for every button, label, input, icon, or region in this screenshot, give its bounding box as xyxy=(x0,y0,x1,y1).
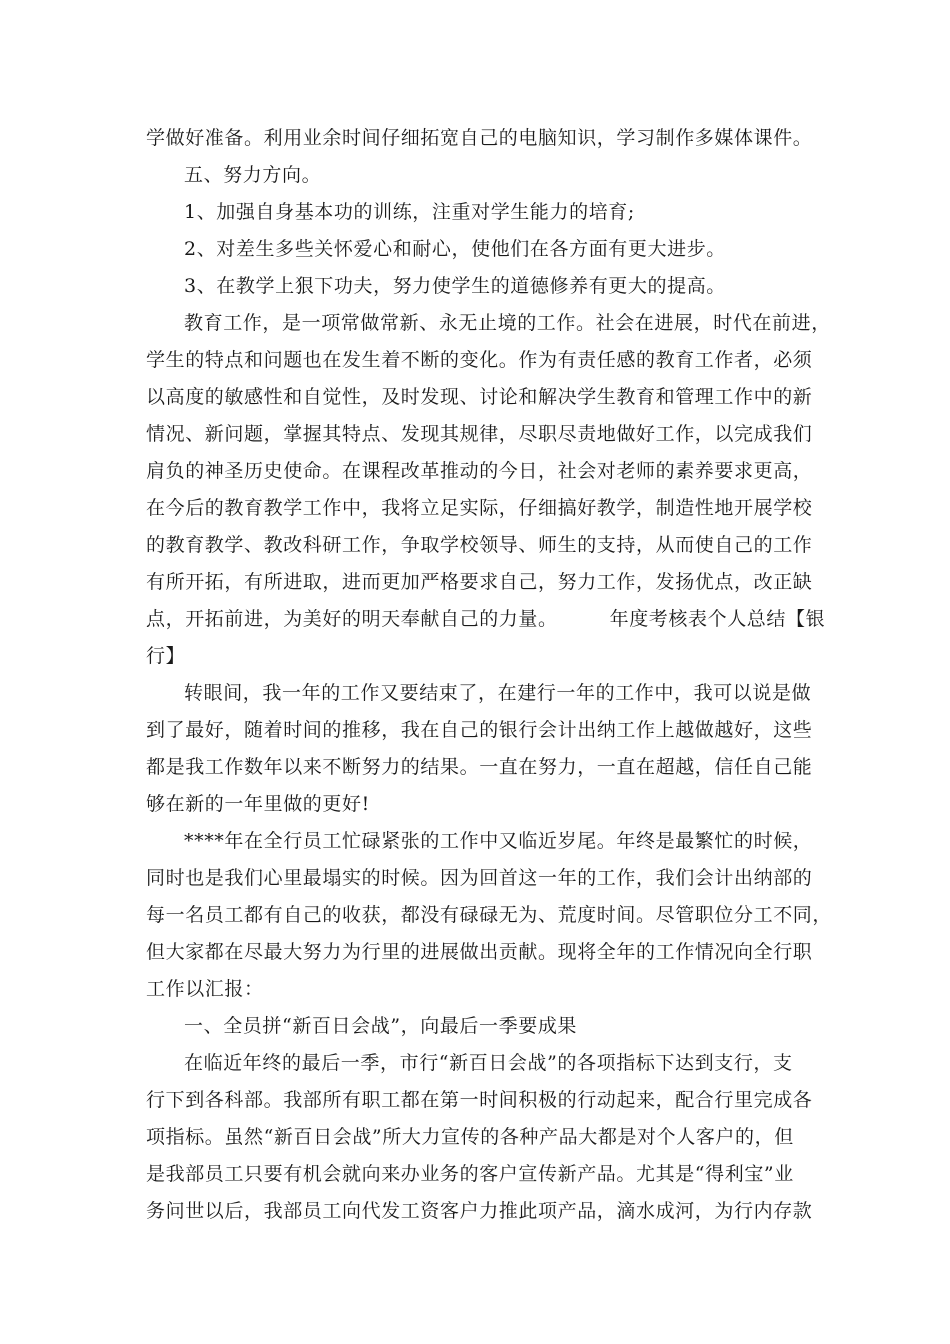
text-line: 情况、新问题，掌握其特点、发现其规律，尽职尽责地做好工作，以完成我们 xyxy=(146,423,813,445)
text-line: 有所开拓，有所进取，进而更加严格要求自己，努力工作，发扬优点，改正缺 xyxy=(146,571,813,593)
list-item: 2、对差生多些关怀爱心和耐心，使他们在各方面有更大进步。 xyxy=(184,238,726,260)
text-line: 学做好准备。利用业余时间仔细拓宽自己的电脑知识，学习制作多媒体课件。 xyxy=(146,127,813,149)
text-line: 在今后的教育教学工作中，我将立足实际，仔细搞好教学，制造性地开展学校 xyxy=(146,497,813,519)
text-line: 教育工作，是一项常做常新、永无止境的工作。社会在进展，时代在前进， xyxy=(184,312,831,334)
text-line: 工作以汇报： xyxy=(146,978,264,1000)
section-heading: 五、努力方向。 xyxy=(184,164,322,186)
text-line: 转眼间，我一年的工作又要结束了，在建行一年的工作中，我可以说是做 xyxy=(184,682,812,704)
text-line: 的教育教学、教改科研工作，争取学校领导、师生的支持，从而使自己的工作 xyxy=(146,534,813,556)
text-line: 到了最好，随着时间的推移，我在自己的银行会计出纳工作上越做越好，这些 xyxy=(146,719,813,741)
text-line: 但大家都在尽最大努力为行里的进展做出贡献。现将全年的工作情况向全行职 xyxy=(146,941,813,963)
text-line: 行下到各科部。我部所有职工都在第一时间积极的行动起来，配合行里完成各 xyxy=(146,1089,813,1111)
text-line: 都是我工作数年以来不断努力的结果。一直在努力，一直在超越，信任自己能 xyxy=(146,756,813,778)
section-heading: 一、全员拼“新百日会战”，向最后一季要成果 xyxy=(184,1015,578,1037)
text-line: 肩负的神圣历史使命。在课程改革推动的今日，社会对老师的素养要求更高， xyxy=(146,460,813,482)
list-item: 3、在教学上狠下功夫，努力使学生的道德修养有更大的提高。 xyxy=(184,275,726,297)
text-line: 每一名员工都有自己的收获，都没有碌碌无为、荒度时间。尽管职位分工不同， xyxy=(146,904,833,926)
text-line: ****年在全行员工忙碌紧张的工作中又临近岁尾。年终是最繁忙的时候， xyxy=(184,830,813,852)
text-line: 够在新的一年里做的更好! xyxy=(146,793,370,815)
text-line: 是我部员工只要有机会就向来办业务的客户宣传新产品。尤其是“得利宝”业 xyxy=(146,1163,794,1185)
text-line: 在临近年终的最后一季，市行“新百日会战”的各项指标下达到支行，支 xyxy=(184,1052,793,1074)
text-line: 务问世以后，我部员工向代发工资客户力推此项产品，滴水成河，为行内存款 xyxy=(146,1200,813,1222)
text-line xyxy=(146,606,826,632)
text-segment: 点，开拓前进，为美好的明天奉献自己的力量。 xyxy=(146,608,558,630)
text-line: 学生的特点和问题也在发生着不断的变化。作为有责任感的教育工作者，必须 xyxy=(146,349,813,371)
list-item: 1、加强自身基本功的训练，注重对学生能力的培育; xyxy=(184,201,635,223)
text-line: 以高度的敏感性和自觉性，及时发现、讨论和解决学生教育和管理工作中的新 xyxy=(146,386,813,408)
text-line: 项指标。虽然“新百日会战”所大力宣传的各种产品大都是对个人客户的，但 xyxy=(146,1126,794,1148)
text-line: 同时也是我们心里最塌实的时候。因为回首这一年的工作，我们会计出纳部的 xyxy=(146,867,813,889)
section-title: 年度考核表个人总结【银 xyxy=(609,608,826,630)
text-line: 行】 xyxy=(146,645,186,667)
